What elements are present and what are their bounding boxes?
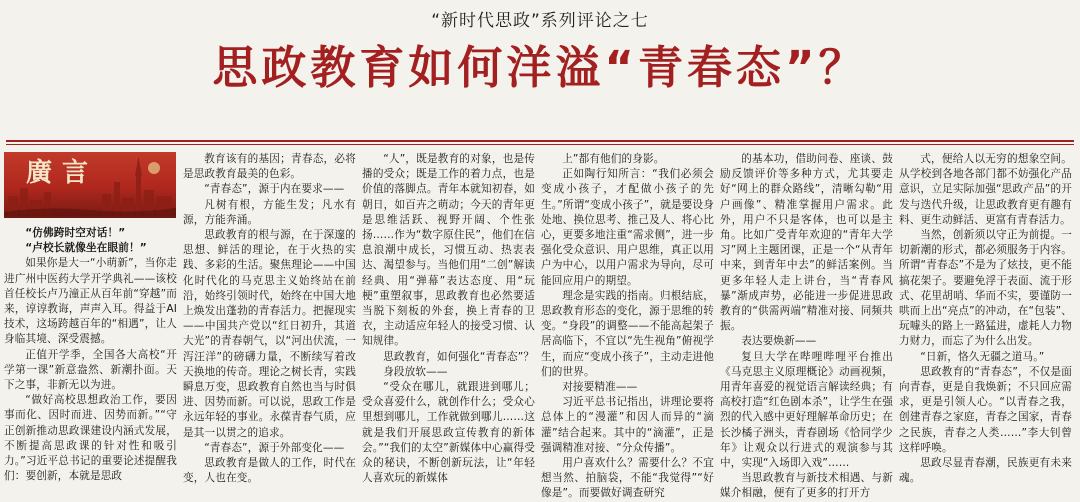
- article-body: [4, 152, 1076, 500]
- article-paragraph: “日新，恪久无疆之道马。”: [920, 350, 1045, 363]
- headline-rule: [6, 140, 1074, 142]
- article-column: [183, 152, 356, 485]
- article-column: [899, 152, 1072, 485]
- article-paragraph: “青春态”，源于内在要求——: [204, 183, 345, 196]
- article-paragraph: 身段放软——: [383, 365, 448, 378]
- article-paragraph: 上”都有他们的身影。: [562, 153, 665, 165]
- article-paragraph: 正如陶行知所言：“我们必须会变成小孩子，才配做小孩子的先生。”所谓“变成小孩子”，就是要设身处地、换位思考、推己及人、将心比心，更要多地注重“需求侧”，进一步强化受众意识、用户思维，真正以用户为中心，以用户需求为导向，尽可能回应用户的期望。: [541, 168, 714, 287]
- article-paragraph: “人”，既是教育的对象，也是传播的受众；既是工作的着力点，也是价值的落脚点。青年本就知初春，如朝日，如百卉之萌动；今天的青年更是思维活跃、视野开阔、个性张扬……作为“数字原住民”，他们在信息浪潮中成长，习惯互动、热衷表达、渴望参与。当他们用“二创”解读经典、用“弹幕”表达态度、用“玩梗”重塑叙事，思政教育也必然要适当脱下刻板的外套，换上青春的卫衣，主动适应年轻人的接受习惯、认知规律。: [362, 153, 535, 348]
- article-paragraph: 思政教育的根与源，在于深邃的思想、鲜活的理论，在于火热的实践、多彩的生活。聚焦理论——中国化时代化的马克思主义始终站在前沿，始终引领时代，始终在中国大地上焕发出蓬勃的青春活力。把握现实——中国共产党以“红日初升，其道大光”的青春朝气，以“河出伏流，一泻汪洋”的磅礴力量，不断续写着改天换地的传奇。理论之树长青，实践瞬息万变，思政教育自然也当与时俱进、因势而新。可以说，思政工作是永远年轻的事业。永葆青春气质，应是其一以贯之的追求。: [183, 229, 356, 439]
- article-paragraph: 思政教育的“青春态”，不仅是面向青春，更是自我焕新；不只回应需求，更是引领人心。“以青春之我，创建青春之家庭，青春之国家，青春之民族，青春之人类……”李大钊曾这样呼唤。: [899, 365, 1072, 454]
- article-paragraph: 凡树有根，方能生发；凡水有源，方能奔涌。: [183, 198, 356, 226]
- article-paragraph: 对接要精准——: [562, 381, 638, 394]
- article-column: [720, 152, 893, 500]
- article-paragraph: “卢校长就像坐在眼前！”: [25, 242, 147, 255]
- article-paragraph: 教育该有的基因；青春态，必将是思政教育最美的色彩。: [183, 153, 356, 181]
- article-paragraph: 习近平总书记指出，讲理论要将总体上的“漫灌”和因人而异的“滴灌”结合起来。其中的“滴灌”，正是强调精准对接、“分众传播”。: [541, 396, 714, 454]
- article-paragraph: “做好高校思想政治工作，要因事而化、因时而进、因势而新。”“守正创新推动思政课建设内涵式发展，不断提高思政课的针对性和吸引力。”习近平总书记的重要论述提醒我们：要创新，本就是思政: [4, 394, 177, 483]
- article-column: [4, 152, 177, 482]
- article-paragraph: “受众在哪儿，就跟进到哪儿；受众喜爱什么，就创作什么；受众心里想到哪儿，工作就做到哪儿……这就是我们开展思政宣传教育的新体会。”“我们的太空”新媒体中心赢得受众的秘诀，不断创新玩法，让“年轻人喜欢玩的新媒体: [362, 381, 535, 485]
- series-kicker: “新时代思政”系列评论之七: [431, 11, 649, 31]
- article-paragraph: “青春态”，源于外部变化——: [204, 441, 345, 454]
- article-paragraph: 表达要焕新——: [741, 335, 817, 348]
- article-paragraph: 思政尽显青春潮，民族更有未来魂。: [899, 457, 1072, 485]
- article-paragraph: 正值开学季，全国各大高校“开学第一课”新意盎然、新潮扑面。天下之事，非新无以为进。: [4, 348, 177, 392]
- article-paragraph: 用户喜欢什么？需要什么？不宜想当然、拍脑袋，不能“我觉得”“好像是”。而要做好调查研究: [541, 457, 714, 500]
- article-paragraph: 当思政教育与新技术相遇、与新媒介相融，便有了更多的打开方: [720, 472, 893, 500]
- article-paragraph: 如果你是大一“小萌新”，当你走进广州中医药大学开学典礼——该校首任校长卢乃潼正从百年前“穿越”而来，谆谆教诲，声声入耳。得益于AI技术，这场跨越百年的“相遇”，让人身临其境、深受震撼。: [4, 257, 177, 346]
- article-paragraph: 式，便给人以无穷的想象空间。从学校到各地各部门都不妨强化产品意识，立足实际加强“思政产品”的开发与迭代升级，让思政教育更有趣有料、更生动鲜活、更富有青春活力。: [899, 153, 1072, 226]
- article-paragraph: “仿佛跨时空对话！”: [25, 227, 126, 239]
- article-paragraph: 思政教育是做人的工作，时代在变，人也在变。: [183, 457, 356, 485]
- column-logo: [4, 152, 176, 218]
- article-paragraph: 思政教育，如何强化“青春态”？: [383, 350, 535, 363]
- article-paragraph: 复旦大学在哔哩哔哩平台推出《马克思主义原理概论》动画视频，用青年喜爱的视觉语言解读经典；有高校打造“红色剧本杀”，让学生在强烈的代入感中更好理解革命历史；在长沙橘子洲头，青春剧场《恰同学少年》让观众以行进式的观演参与其中，实现“入场即入戏”……: [720, 350, 893, 470]
- article-column: [362, 152, 535, 485]
- column-logo-text: 廣言: [26, 158, 99, 188]
- article-paragraph: 的基本功，借助问卷、座谈、鼓励反馈评价等多种方式，尤其要走好“网上的群众路线”，清晰勾勒“用户画像”、精准掌握用户需求。此外，用户不只是客体，也可以是主角。比如广受青年欢迎的“青年大学习”网上主题团课，正是一个“从青年中来，到青年中去”的鲜活案例。当更多年轻人走上讲台，当“青春风暴”渐成声势，必能进一步促进思政教育的“供需两端”精准对接、同频共振。: [720, 153, 893, 333]
- article-paragraph: 理念是实践的指南。归根结底，思政教育形态的变化，源于思维的转变。“身段”的调整——不能高起架子居高临下，不宜以“先生视角”俯视学生，而应“变成小孩子”，主动走进他们的世界。: [541, 289, 714, 378]
- headline-rule-thin: [6, 144, 1074, 145]
- page-title: 思政教育如何洋溢“青春态”？: [212, 41, 868, 94]
- article-column: [541, 152, 714, 500]
- article-paragraph: 当然，创新须以守正为前提。一切新潮的形式，都必须服务于内容。所谓“青春态”不是为了炫技，更不能搞花架子。要避免浮于表面、流于形式、花里胡哨、华而不实，要谨防一哄而上出“亮点”的冲动，在“包装”、玩噱头的路上一路猛进，虚耗人力物力财力，而忘了为什么出发。: [899, 229, 1072, 348]
